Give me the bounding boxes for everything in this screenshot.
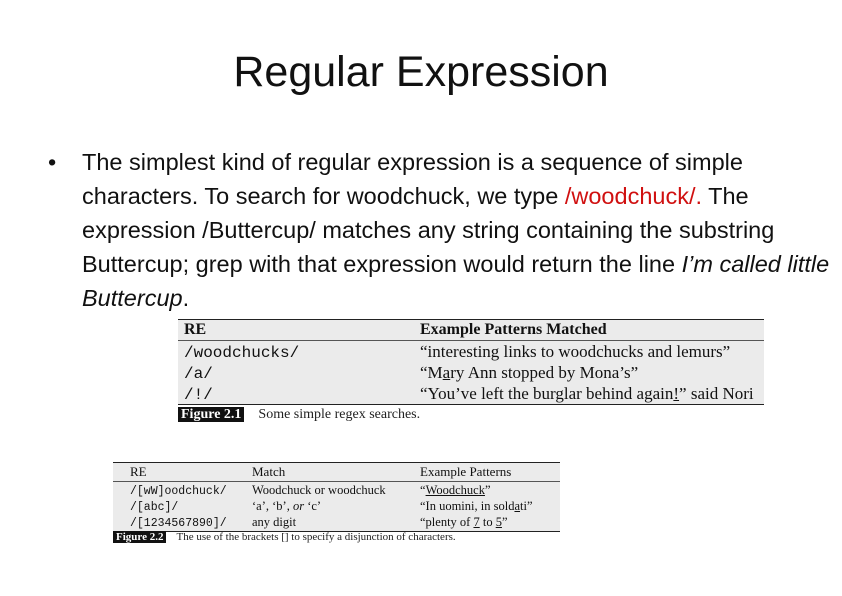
table-header-row bbox=[113, 462, 560, 482]
match-underlined: a bbox=[514, 499, 521, 513]
bullet-text-part3: . bbox=[182, 285, 190, 311]
woodchuck-pattern-highlight: /woodchuck/. bbox=[564, 183, 703, 209]
example-text: “ bbox=[420, 483, 426, 497]
re-pattern: /[1234567890]/ bbox=[130, 517, 227, 530]
bullet-text-part2: The expression /Buttercup/ matches any string containing the substring Buttercup; grep with that expression would return the line bbox=[82, 183, 775, 277]
caption-text: The use of the brackets [] to specify a disjunction of characters. bbox=[176, 531, 456, 543]
match-cell: any digit bbox=[252, 515, 297, 529]
example-text: ” bbox=[501, 515, 508, 529]
table-row bbox=[113, 482, 560, 498]
example-cell bbox=[420, 514, 560, 531]
figure-label: Figure 2.2 bbox=[113, 531, 166, 543]
table-row bbox=[113, 498, 560, 514]
example-text: “plenty of bbox=[420, 515, 474, 529]
bullet-paragraph bbox=[48, 145, 838, 315]
match-cell bbox=[252, 498, 420, 514]
re-cell bbox=[178, 383, 420, 404]
header-re: RE bbox=[130, 464, 147, 479]
figure-2-1-caption bbox=[178, 406, 420, 424]
match-cell: Woodchuck or woodchuck bbox=[252, 483, 386, 497]
table-row bbox=[178, 383, 764, 405]
header-example-patterns: Example Patterns bbox=[420, 464, 512, 479]
table-row bbox=[178, 362, 764, 383]
match-underlined: 7 bbox=[473, 515, 480, 529]
example-text: ry Ann stopped by Mona’s” bbox=[450, 363, 639, 382]
example-cell bbox=[420, 482, 560, 498]
re-pattern: /woodchucks/ bbox=[184, 344, 300, 362]
example-cell bbox=[420, 362, 764, 383]
bullet-text-part1: The simplest kind of regular expression is a sequence of simple characters. To search for woodchuck, we type bbox=[82, 149, 743, 209]
slide-title: Regular Expression bbox=[233, 48, 609, 96]
example-cell bbox=[420, 341, 764, 362]
re-cell bbox=[113, 498, 252, 514]
header-re: RE bbox=[184, 321, 207, 338]
example-text: to bbox=[479, 515, 496, 529]
match-or: or bbox=[292, 499, 305, 513]
re-pattern: /[wW]oodchuck/ bbox=[130, 485, 227, 498]
bullet-text bbox=[82, 145, 838, 315]
example-cell bbox=[420, 383, 764, 404]
match-text: ‘a’, ‘b’, bbox=[252, 499, 293, 513]
example-text: “You’ve left the burglar behind again bbox=[420, 384, 674, 403]
example-text: “In uomini, in sold bbox=[420, 499, 515, 513]
example-text: “M bbox=[420, 363, 443, 382]
re-pattern: /[abc]/ bbox=[130, 501, 179, 514]
header-example-patterns: Example Patterns Matched bbox=[420, 321, 607, 338]
bullet-dot: • bbox=[48, 149, 57, 175]
buttercup-line-example: I’m called little Buttercup bbox=[82, 251, 830, 311]
figure-label: Figure 2.1 bbox=[178, 407, 244, 422]
re-cell bbox=[178, 362, 420, 383]
table-row bbox=[178, 341, 764, 362]
figure-2-2-caption bbox=[113, 530, 456, 544]
table-header-row bbox=[178, 319, 764, 341]
figure-2-1-table bbox=[178, 319, 764, 405]
re-cell bbox=[113, 482, 252, 498]
re-cell bbox=[113, 514, 252, 531]
caption-text: Some simple regex searches. bbox=[258, 407, 421, 422]
figure-2-2-table bbox=[113, 462, 560, 532]
header-match: Match bbox=[252, 464, 286, 479]
example-text: ” bbox=[484, 483, 491, 497]
re-pattern: /!/ bbox=[184, 386, 213, 404]
match-underlined: 5 bbox=[495, 515, 502, 529]
re-cell bbox=[178, 341, 420, 362]
example-text: “interesting links to woodchucks and lemurs” bbox=[420, 342, 731, 361]
match-underlined: a bbox=[442, 363, 451, 382]
example-text: ti” bbox=[520, 499, 533, 513]
match-underlined: ! bbox=[673, 384, 680, 403]
match-text: ‘c’ bbox=[304, 499, 322, 513]
example-text: ” said Nori bbox=[679, 384, 754, 403]
re-pattern: /a/ bbox=[184, 365, 213, 383]
example-cell bbox=[420, 498, 560, 514]
match-underlined: Woodchuck bbox=[425, 483, 485, 497]
